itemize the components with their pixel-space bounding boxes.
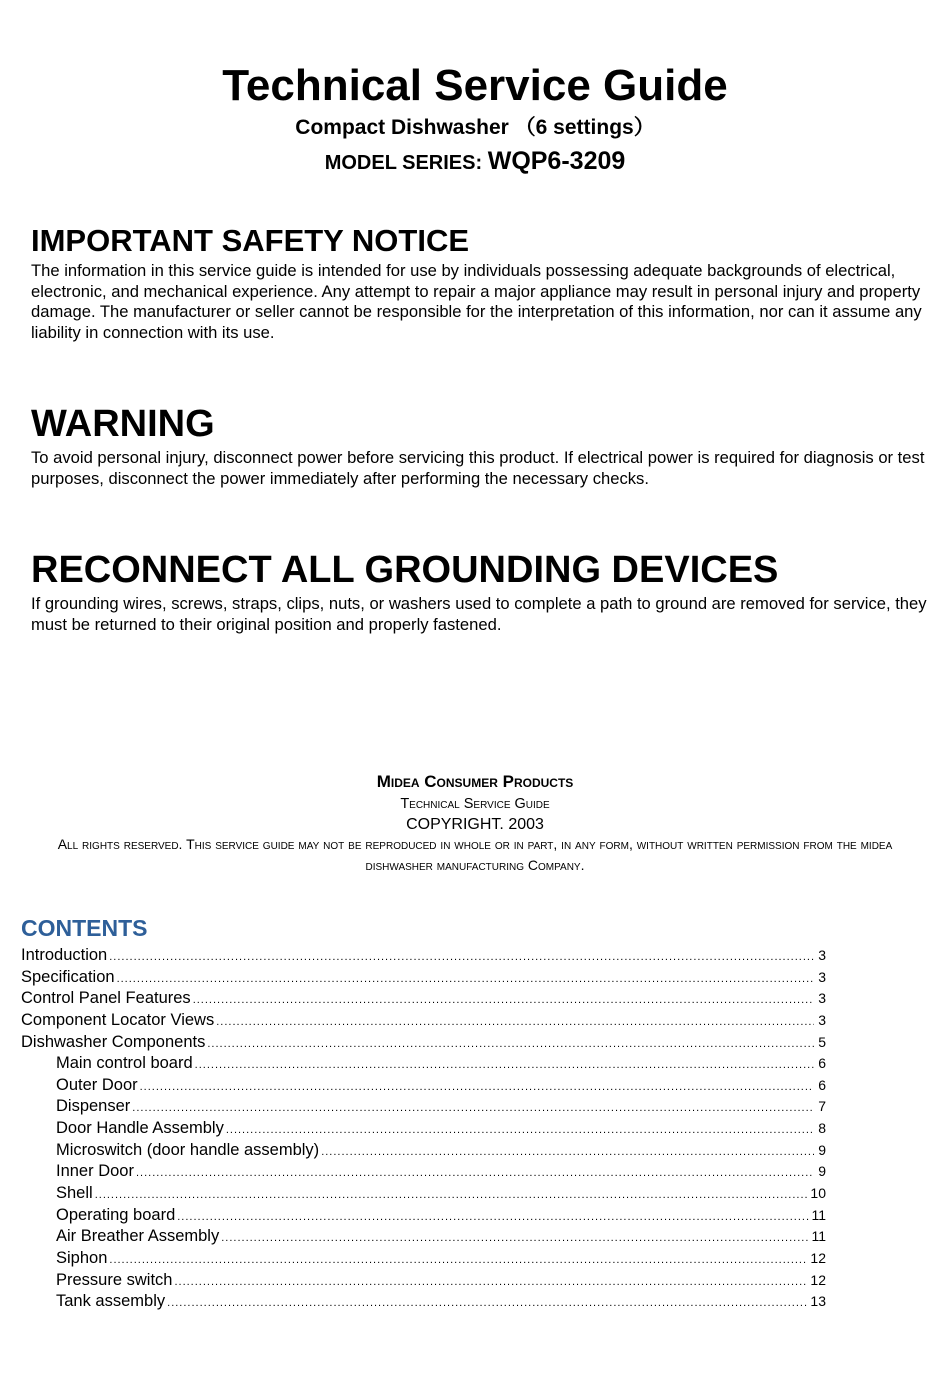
toc-entry-page: 3 bbox=[818, 990, 826, 1007]
toc-entry[interactable] bbox=[21, 1270, 826, 1292]
toc-entry[interactable] bbox=[21, 967, 826, 989]
toc-entry-page: 3 bbox=[818, 947, 826, 963]
page-subtitle: Compact Dishwasher （6 settings） bbox=[295, 116, 655, 139]
toc-entry-page: 3 bbox=[818, 1011, 826, 1028]
toc-entry-page: 5 bbox=[818, 1033, 826, 1050]
safety-heading: IMPORTANT SAFETY NOTICE bbox=[31, 223, 470, 258]
toc-entry[interactable] bbox=[21, 945, 826, 967]
toc-entry-label: Component Locator Views bbox=[21, 1010, 215, 1029]
toc-leader-dots bbox=[195, 1055, 814, 1077]
toc-entry[interactable] bbox=[21, 1096, 826, 1118]
toc-leader-dots bbox=[177, 1207, 809, 1229]
toc-entry-page: 11 bbox=[811, 1228, 826, 1245]
footer-company bbox=[0, 771, 950, 793]
toc-entry[interactable] bbox=[21, 1226, 826, 1248]
toc-entry[interactable] bbox=[21, 1183, 826, 1205]
toc-leader-dots bbox=[95, 1185, 809, 1207]
toc-entry[interactable] bbox=[21, 1140, 826, 1162]
grounding-text: If grounding wires, screws, straps, clips, nuts, or washers used to complete a path to ground are removed for service, they must be returned to their original position and properly fastened. bbox=[31, 594, 927, 634]
toc-entry-label: Air Breather Assembly bbox=[56, 1227, 220, 1246]
toc-leader-dots bbox=[109, 1250, 808, 1272]
toc-entry-label: Dispenser bbox=[56, 1097, 131, 1116]
toc-entry-page: 6 bbox=[818, 1055, 826, 1072]
toc-entry-page: 6 bbox=[818, 1076, 826, 1093]
toc-leader-dots bbox=[221, 1228, 809, 1250]
toc-leader-dots bbox=[216, 1012, 814, 1034]
toc-entry-label: Shell bbox=[56, 1184, 93, 1203]
toc-entry[interactable] bbox=[21, 1205, 826, 1227]
toc-entry-label: Introduction bbox=[21, 946, 108, 964]
toc-entry[interactable] bbox=[21, 1032, 826, 1054]
toc-leader-dots bbox=[321, 1142, 814, 1164]
toc-entry-label: Main control board bbox=[56, 1054, 193, 1073]
toc-entry-page: 13 bbox=[810, 1293, 826, 1310]
toc-leader-dots bbox=[140, 1077, 814, 1099]
toc-entry-page: 7 bbox=[818, 1098, 826, 1115]
toc-entry[interactable] bbox=[21, 988, 826, 1010]
toc-entry[interactable] bbox=[21, 1053, 826, 1075]
toc-entry-page: 10 bbox=[810, 1185, 826, 1202]
warning-text: To avoid personal injury, disconnect power before servicing this product. If electrical power is required for diagnosis or test purposes, disconnect the power immediately after performing the necessary checks. bbox=[31, 448, 925, 488]
toc-entry-page: 12 bbox=[810, 1249, 826, 1266]
toc-entry[interactable] bbox=[21, 1075, 826, 1097]
toc-leader-dots bbox=[132, 1098, 814, 1120]
toc-entry[interactable] bbox=[21, 1248, 826, 1270]
toc-leader-dots bbox=[136, 1163, 814, 1185]
toc-entry-page: 8 bbox=[818, 1120, 826, 1137]
toc-entry-label: Outer Door bbox=[56, 1075, 138, 1094]
toc-entry-label: Specification bbox=[21, 967, 115, 986]
toc-entry-label: Inner Door bbox=[56, 1162, 134, 1181]
toc-entry-page: 3 bbox=[818, 968, 826, 985]
table-of-contents bbox=[21, 945, 826, 1313]
footer-company-text: Midea Consumer Products bbox=[376, 772, 574, 791]
toc-entry[interactable] bbox=[21, 1291, 826, 1313]
toc-entry-page: 12 bbox=[810, 1271, 826, 1288]
toc-entry[interactable] bbox=[21, 1118, 826, 1140]
model-number: WQP6-3209 bbox=[487, 147, 626, 175]
footer-guide: Technical Service Guide bbox=[400, 796, 550, 812]
model-series-label: MODEL SERIES: bbox=[324, 152, 488, 174]
toc-entry-label: Siphon bbox=[56, 1248, 108, 1267]
toc-entry-label: Microswitch (door handle assembly) bbox=[56, 1140, 320, 1159]
toc-entry-label: Dishwasher Components bbox=[21, 1032, 206, 1051]
toc-leader-dots bbox=[167, 1293, 808, 1315]
toc-entry-label: Control Panel Features bbox=[21, 989, 191, 1008]
toc-entry-page: 9 bbox=[818, 1141, 826, 1158]
toc-leader-dots bbox=[193, 990, 814, 1012]
toc-entry-label: Door Handle Assembly bbox=[56, 1119, 224, 1138]
toc-entry[interactable] bbox=[21, 1010, 826, 1032]
grounding-heading: RECONNECT ALL GROUNDING DEVICES bbox=[31, 549, 779, 591]
toc-entry-label: Pressure switch bbox=[56, 1270, 173, 1289]
contents-heading: CONTENTS bbox=[21, 915, 148, 941]
toc-entry-page: 11 bbox=[811, 1206, 826, 1223]
toc-leader-dots bbox=[174, 1272, 808, 1294]
toc-entry-label: Operating board bbox=[56, 1205, 176, 1224]
safety-text: The information in this service guide is intended for use by individuals possessing adequate backgrounds of electrical, electronic, and mechanical experience. Any attempt to repair a major appliance may result in personal injury and property damage. The manufacturer or seller cannot be responsible for the interpretation of this information, nor can it assume any liability in connection with its use. bbox=[31, 261, 922, 342]
toc-leader-dots bbox=[109, 947, 814, 969]
toc-leader-dots bbox=[117, 969, 814, 991]
footer-rights: All rights reserved. This service guide may not be reproduced in whole or in part, in any form, without written permission from the midea dishwasher manufacturing Company. bbox=[57, 836, 893, 873]
model-series bbox=[0, 146, 950, 178]
page-title: Technical Service Guide bbox=[222, 61, 728, 110]
toc-entry[interactable] bbox=[21, 1161, 826, 1183]
warning-heading: WARNING bbox=[31, 403, 215, 445]
toc-entry-page: 9 bbox=[818, 1163, 826, 1180]
toc-entry-label: Tank assembly bbox=[56, 1292, 166, 1311]
toc-leader-dots bbox=[226, 1120, 814, 1142]
toc-leader-dots bbox=[207, 1034, 814, 1056]
footer-copyright: COPYRIGHT. 2003 bbox=[406, 816, 544, 833]
